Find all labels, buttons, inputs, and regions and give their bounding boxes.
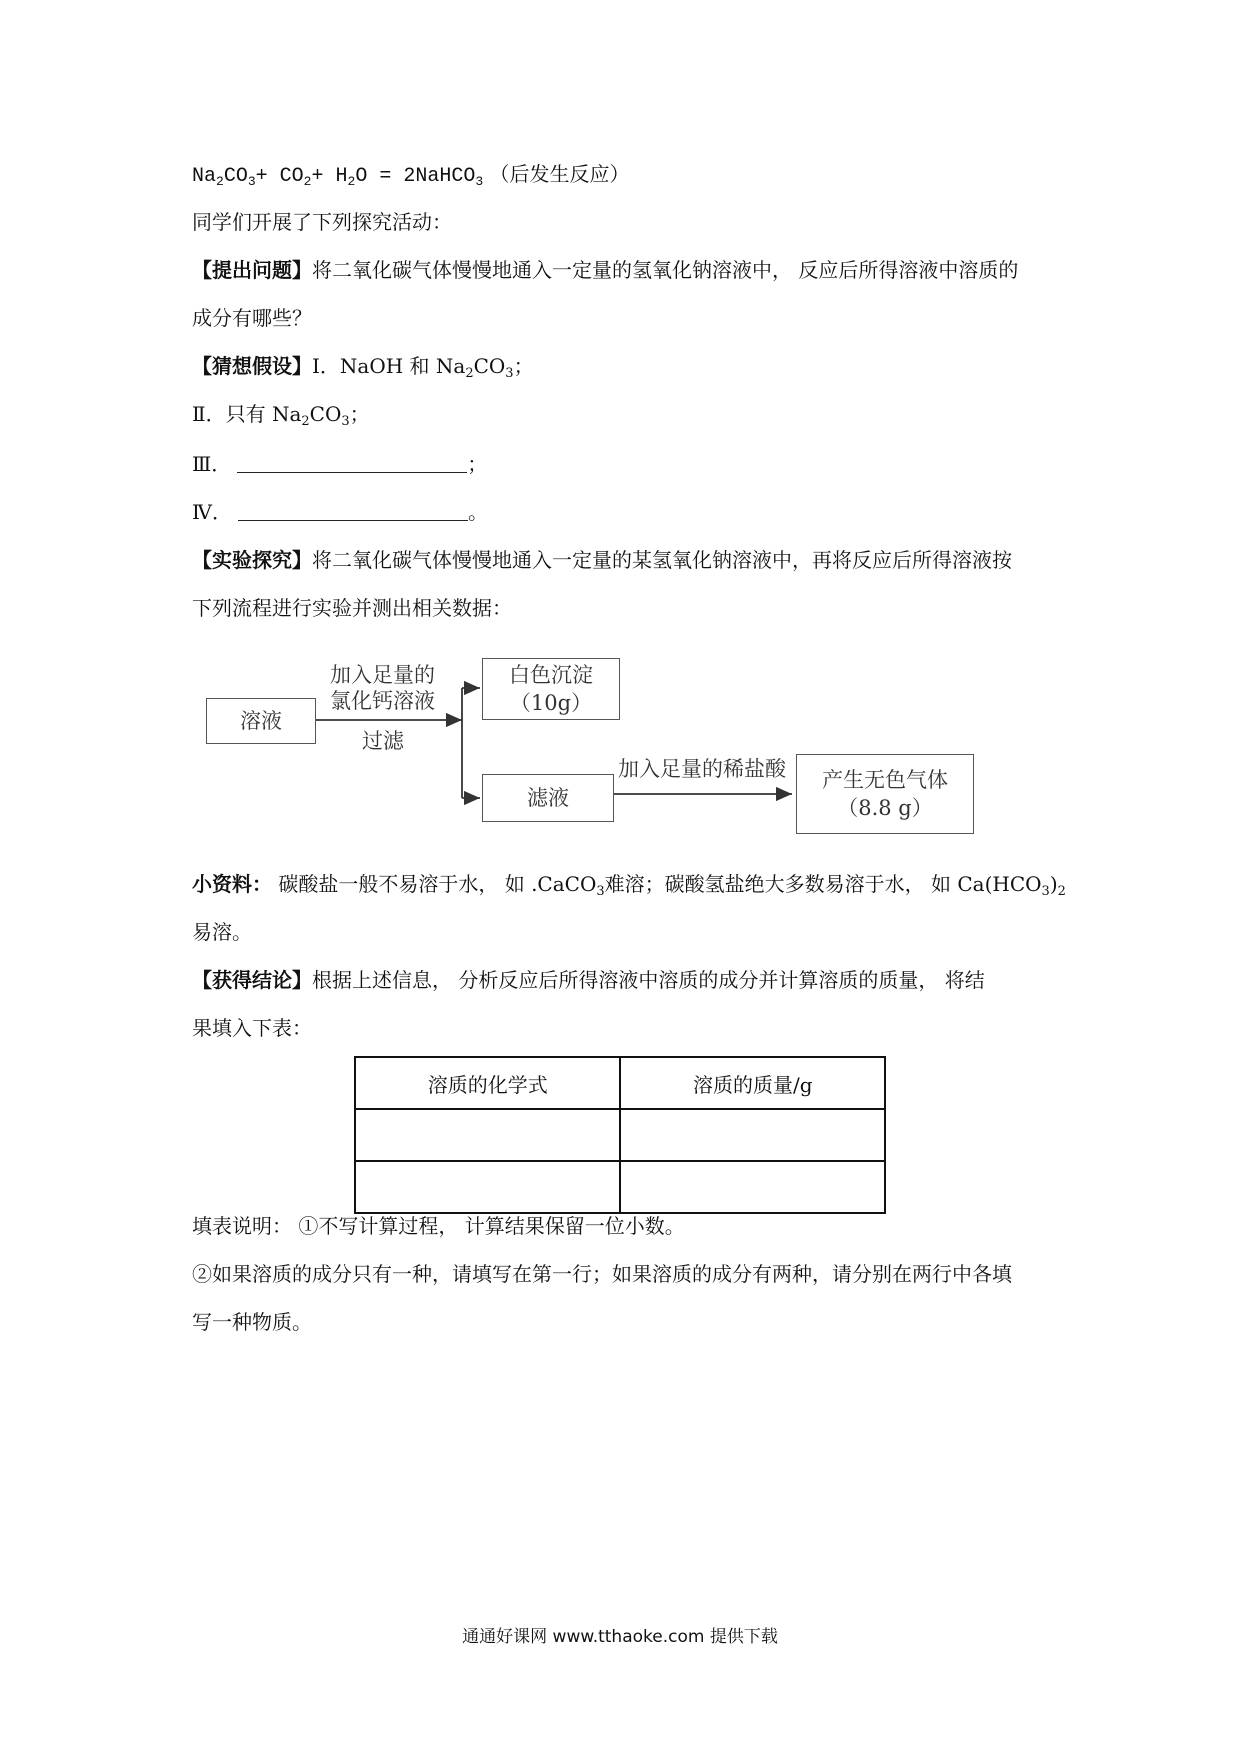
- punctuation: ；: [467, 452, 488, 476]
- table-row: [355, 1109, 885, 1161]
- info-text: 碳酸盐一般不易溶于水， 如 .CaCO: [272, 872, 597, 896]
- filter-label: 过滤: [362, 729, 404, 753]
- conclusion-text: 根据上述信息， 分析反应后所得溶液中溶质的成分并计算溶质的质量， 将结: [312, 968, 985, 992]
- formula-text: CO: [223, 165, 248, 188]
- formula-text: + H: [311, 165, 348, 188]
- info-text: 难溶；碳酸氢盐绝大多数易溶于水， 如 Ca(HCO: [604, 872, 1042, 896]
- reagent1-label: [330, 662, 435, 714]
- punctuation: 。: [467, 500, 488, 524]
- subscript: 3: [1041, 884, 1050, 899]
- hypothesis-text: CO: [309, 402, 342, 426]
- equation-note: （后发生反应）: [483, 162, 630, 186]
- conclusion-tag: 【获得结论】: [192, 968, 312, 992]
- experiment-line-1: [192, 546, 1012, 574]
- hypothesis-label: Ⅳ．: [192, 500, 232, 524]
- info-line-2: 易溶。: [192, 920, 252, 944]
- hypothesis-text: Ⅰ．NaOH 和 Na: [312, 354, 466, 378]
- filtrate-label: 滤液: [527, 786, 569, 810]
- hypothesis-label: Ⅲ．: [192, 452, 232, 476]
- info-tag: 小资料：: [192, 872, 272, 896]
- formula-text: + CO: [255, 165, 304, 188]
- gas-label: 产生无色气体: [822, 768, 948, 792]
- hypothesis-line-1: [192, 352, 534, 380]
- table-header-row: [355, 1057, 885, 1109]
- hypothesis-line-4: [192, 498, 488, 526]
- subscript: 3: [247, 174, 256, 189]
- subscript: 2: [301, 414, 310, 429]
- subscript: 3: [475, 174, 484, 189]
- answer-blank[interactable]: [237, 452, 467, 473]
- solution-label: 溶液: [240, 709, 282, 733]
- precipitate-mass: （10g）: [509, 691, 593, 715]
- filtrate-box: [482, 774, 614, 822]
- subscript: 3: [341, 414, 350, 429]
- subscript: 3: [596, 884, 605, 899]
- subscript: 2: [347, 174, 356, 189]
- info-line-1: [192, 870, 1066, 898]
- header-mass: 溶质的质量/g: [620, 1057, 885, 1109]
- question-text: 将二氧化碳气体慢慢地通入一定量的氢氧化钠溶液中， 反应后所得溶液中溶质的: [312, 258, 1019, 282]
- subscript: 2: [216, 174, 224, 189]
- experiment-line-2: 下列流程进行实验并测出相关数据：: [192, 596, 512, 620]
- reagent1-line: 氯化钙溶液: [330, 689, 435, 713]
- formula-text: O = 2NaHCO: [355, 165, 476, 188]
- answer-cell[interactable]: [355, 1161, 620, 1213]
- answer-cell[interactable]: [355, 1109, 620, 1161]
- experiment-text: 将二氧化碳气体慢慢地通入一定量的某氢氧化钠溶液中，再将反应后所得溶液按: [312, 548, 1012, 572]
- subscript: 2: [303, 174, 312, 189]
- gas-mass: （8.8 g）: [837, 796, 933, 820]
- experiment-tag: 【实验探究】: [192, 548, 312, 572]
- intro-text: 同学们开展了下列探究活动：: [192, 210, 452, 234]
- notes-line-1: 填表说明： ①不写计算过程， 计算结果保留一位小数。: [192, 1214, 685, 1238]
- reagent1-line: 加入足量的: [330, 663, 435, 687]
- subscript: 2: [1057, 884, 1066, 899]
- formula-text: Na: [192, 165, 217, 188]
- hypothesis-tag: 【猜想假设】: [192, 354, 312, 378]
- hypothesis-line-2: [192, 400, 370, 428]
- experiment-flowchart: [200, 648, 990, 848]
- hypothesis-line-3: [192, 450, 487, 478]
- precipitate-label: 白色沉淀: [509, 663, 593, 687]
- subscript: 2: [465, 366, 474, 381]
- question-tag: 【提出问题】: [192, 258, 312, 282]
- notes-line-3: 写一种物质。: [192, 1310, 312, 1334]
- punctuation: ；: [349, 402, 370, 426]
- precipitate-box: [482, 658, 620, 720]
- conclusion-line-2: 果填入下表：: [192, 1016, 312, 1040]
- answer-blank[interactable]: [238, 500, 468, 521]
- hypothesis-text: CO: [473, 354, 506, 378]
- answer-cell[interactable]: [620, 1161, 885, 1213]
- subscript: 3: [505, 366, 514, 381]
- answer-cell[interactable]: [620, 1109, 885, 1161]
- punctuation: ；: [513, 354, 534, 378]
- question-line-2: 成分有哪些？: [192, 306, 312, 330]
- conclusion-line-1: [192, 966, 985, 994]
- header-formula: 溶质的化学式: [355, 1057, 620, 1109]
- equation-line: [192, 160, 630, 191]
- hypothesis-text: Ⅱ．只有 Na: [192, 402, 302, 426]
- page-footer: 通通好课网 www.tthaoke.com 提供下载: [462, 1627, 778, 1647]
- info-text: ): [1049, 872, 1058, 896]
- reagent2-label: 加入足量的稀盐酸: [618, 757, 786, 781]
- question-line-1: [192, 256, 1018, 284]
- solution-box: [206, 698, 316, 744]
- result-table: [354, 1056, 886, 1214]
- notes-line-2: ②如果溶质的成分只有一种，请填写在第一行；如果溶质的成分有两种，请分别在两行中各填: [192, 1262, 1012, 1286]
- gas-box: [796, 754, 974, 834]
- table-row: [355, 1161, 885, 1213]
